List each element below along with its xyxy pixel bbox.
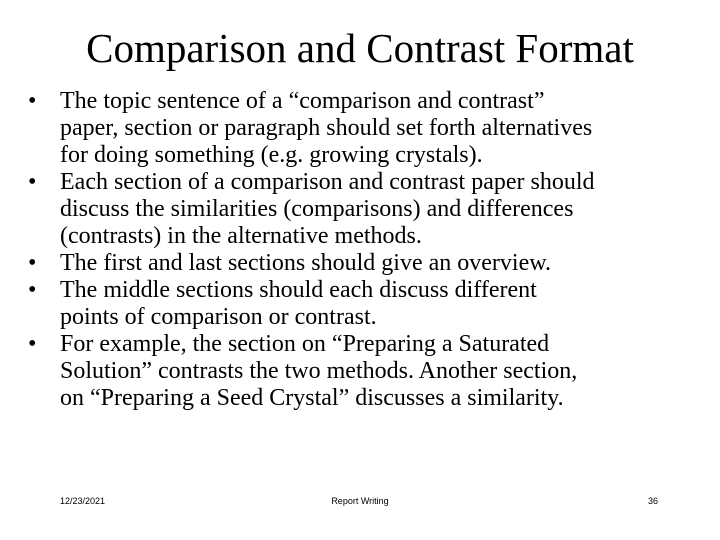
bullet-line: The middle sections should each discuss different bbox=[60, 277, 537, 303]
bullet-item bbox=[28, 277, 718, 331]
bullet-line: on “Preparing a Seed Crystal” discusses a similarity. bbox=[60, 385, 564, 411]
bullet-item bbox=[28, 250, 718, 277]
bullet-dot-icon: • bbox=[28, 277, 37, 303]
bullet-dot-icon: • bbox=[28, 331, 37, 357]
bullet-line: discuss the similarities (comparisons) and differences bbox=[60, 196, 574, 222]
bullet-list bbox=[28, 88, 718, 412]
bullet-dot-icon: • bbox=[28, 88, 37, 114]
bullet-line: Each section of a comparison and contrast paper should bbox=[60, 169, 595, 195]
bullet-item bbox=[28, 331, 718, 412]
bullet-line: paper, section or paragraph should set forth alternatives bbox=[60, 115, 593, 141]
bullet-line: The first and last sections should give an overview. bbox=[60, 250, 551, 276]
bullet-line: The topic sentence of a “comparison and contrast” bbox=[60, 88, 545, 114]
bullet-item bbox=[28, 169, 718, 250]
slide-title: Comparison and Contrast Format bbox=[86, 25, 634, 71]
bullet-line: for doing something (e.g. growing crystals). bbox=[60, 142, 483, 168]
bullet-line: For example, the section on “Preparing a Saturated bbox=[60, 331, 550, 357]
bullet-item bbox=[28, 88, 718, 169]
bullet-line: (contrasts) in the alternative methods. bbox=[60, 223, 422, 249]
bullet-line: Solution” contrasts the two methods. Another section, bbox=[60, 358, 578, 384]
footer-date: 12/23/2021 bbox=[60, 496, 106, 506]
bullet-dot-icon: • bbox=[28, 169, 37, 195]
bullet-line: points of comparison or contrast. bbox=[60, 304, 377, 330]
footer-title: Report Writing bbox=[331, 496, 389, 506]
footer-page-number: 36 bbox=[647, 496, 658, 506]
bullet-dot-icon: • bbox=[28, 250, 37, 276]
